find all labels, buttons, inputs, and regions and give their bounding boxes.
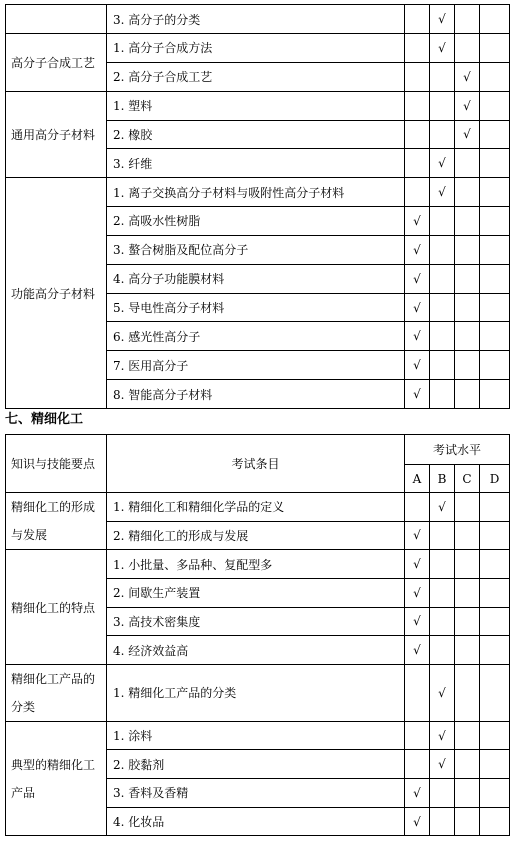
level-b-cell <box>430 380 455 409</box>
exam-item: 7. 医用高分子 <box>107 351 405 380</box>
level-d-cell <box>480 807 510 836</box>
level-b-cell: √ <box>430 149 455 178</box>
header-exam-level: 考试水平 <box>405 435 510 465</box>
level-d-cell <box>480 264 510 293</box>
level-d-cell <box>480 578 510 607</box>
exam-item: 8. 智能高分子材料 <box>107 380 405 409</box>
level-c-cell <box>455 351 480 380</box>
level-d-cell <box>480 664 510 721</box>
level-b-cell <box>430 293 455 322</box>
level-c-cell <box>455 607 480 636</box>
header-row <box>6 435 510 465</box>
level-b-cell <box>430 91 455 120</box>
knowledge-point-cell <box>6 721 107 836</box>
exam-item: 3. 纤维 <box>107 149 405 178</box>
level-a-cell: √ <box>405 380 430 409</box>
level-a-cell <box>405 721 430 750</box>
table-row <box>6 91 510 120</box>
level-b-cell <box>430 351 455 380</box>
level-c-cell <box>455 521 480 550</box>
exam-item: 3. 螯合树脂及配位高分子 <box>107 235 405 264</box>
level-c-cell: √ <box>455 120 480 149</box>
header-level-d: D <box>480 465 510 493</box>
level-b-cell <box>430 264 455 293</box>
level-d-cell <box>480 351 510 380</box>
level-d-cell <box>480 91 510 120</box>
level-a-cell: √ <box>405 807 430 836</box>
level-c-cell <box>455 750 480 779</box>
level-a-cell: √ <box>405 351 430 380</box>
level-c-cell: √ <box>455 91 480 120</box>
level-c-cell <box>455 34 480 63</box>
header-level-a: A <box>405 465 430 493</box>
level-a-cell <box>405 750 430 779</box>
knowledge-table-fine-chemicals <box>5 434 510 836</box>
level-b-cell <box>430 779 455 808</box>
level-c-cell <box>455 721 480 750</box>
level-c-cell <box>455 636 480 665</box>
exam-item: 2. 橡胶 <box>107 120 405 149</box>
exam-item: 4. 化妆品 <box>107 807 405 836</box>
exam-item: 1. 精细化工产品的分类 <box>107 664 405 721</box>
level-b-cell <box>430 607 455 636</box>
exam-item: 1. 高分子合成方法 <box>107 34 405 63</box>
level-a-cell <box>405 120 430 149</box>
level-b-cell <box>430 521 455 550</box>
header-level-c: C <box>455 465 480 493</box>
level-c-cell <box>455 664 480 721</box>
level-a-cell: √ <box>405 578 430 607</box>
exam-item: 1. 精细化工和精细化学品的定义 <box>107 493 405 522</box>
level-a-cell: √ <box>405 293 430 322</box>
level-d-cell <box>480 293 510 322</box>
level-b-cell <box>430 207 455 236</box>
level-b-cell <box>430 62 455 91</box>
level-d-cell <box>480 322 510 351</box>
level-d-cell <box>480 62 510 91</box>
level-b-cell <box>430 235 455 264</box>
level-c-cell <box>455 550 480 579</box>
table-row <box>6 493 510 522</box>
level-a-cell: √ <box>405 264 430 293</box>
exam-item: 4. 高分子功能膜材料 <box>107 264 405 293</box>
level-b-cell <box>430 807 455 836</box>
exam-item: 2. 高分子合成工艺 <box>107 62 405 91</box>
exam-item: 5. 导电性高分子材料 <box>107 293 405 322</box>
knowledge-point-cell <box>6 5 107 34</box>
level-d-cell <box>480 607 510 636</box>
knowledge-table-polymer <box>5 4 510 409</box>
level-d-cell <box>480 235 510 264</box>
exam-item: 3. 香料及香精 <box>107 779 405 808</box>
level-a-cell: √ <box>405 550 430 579</box>
level-c-cell <box>455 207 480 236</box>
table-row <box>6 550 510 579</box>
level-d-cell <box>480 779 510 808</box>
exam-item: 1. 离子交换高分子材料与吸附性高分子材料 <box>107 178 405 207</box>
level-a-cell <box>405 34 430 63</box>
level-c-cell <box>455 178 480 207</box>
exam-item: 3. 高分子的分类 <box>107 5 405 34</box>
level-d-cell <box>480 750 510 779</box>
level-a-cell <box>405 178 430 207</box>
knowledge-point-cell: 精细化工的特点 <box>6 550 107 665</box>
table-row <box>6 721 510 750</box>
exam-item: 2. 精细化工的形成与发展 <box>107 521 405 550</box>
level-d-cell <box>480 149 510 178</box>
table-row <box>6 178 510 207</box>
level-a-cell: √ <box>405 322 430 351</box>
level-d-cell <box>480 493 510 522</box>
level-b-cell: √ <box>430 664 455 721</box>
header-exam-item: 考试条目 <box>107 435 405 493</box>
level-d-cell <box>480 34 510 63</box>
level-c-cell <box>455 779 480 808</box>
level-b-cell <box>430 636 455 665</box>
level-d-cell <box>480 120 510 149</box>
level-a-cell <box>405 62 430 91</box>
knowledge-point-cell: 功能高分子材料 <box>6 178 107 409</box>
knowledge-point-label: 典型的精细化工产品 <box>11 757 96 800</box>
header-level-b: B <box>430 465 455 493</box>
level-b-cell: √ <box>430 5 455 34</box>
level-d-cell <box>480 636 510 665</box>
table-row <box>6 34 510 63</box>
level-b-cell <box>430 120 455 149</box>
level-c-cell <box>455 5 480 34</box>
level-c-cell <box>455 322 480 351</box>
level-c-cell <box>455 293 480 322</box>
level-a-cell: √ <box>405 779 430 808</box>
exam-item: 6. 感光性高分子 <box>107 322 405 351</box>
level-a-cell <box>405 5 430 34</box>
level-c-cell <box>455 235 480 264</box>
level-c-cell <box>455 578 480 607</box>
level-d-cell <box>480 5 510 34</box>
level-b-cell: √ <box>430 721 455 750</box>
knowledge-point-label: 精细化工产品的分类 <box>11 671 96 714</box>
level-b-cell <box>430 550 455 579</box>
level-c-cell <box>455 807 480 836</box>
knowledge-point-cell <box>6 493 107 550</box>
level-c-cell <box>455 493 480 522</box>
level-b-cell: √ <box>430 178 455 207</box>
exam-item: 1. 塑料 <box>107 91 405 120</box>
section-heading: 七、精细化工 <box>5 412 84 427</box>
level-d-cell <box>480 550 510 579</box>
level-c-cell: √ <box>455 62 480 91</box>
level-a-cell <box>405 149 430 178</box>
level-a-cell: √ <box>405 207 430 236</box>
level-a-cell: √ <box>405 521 430 550</box>
level-d-cell <box>480 207 510 236</box>
level-a-cell <box>405 493 430 522</box>
level-b-cell: √ <box>430 750 455 779</box>
level-a-cell: √ <box>405 636 430 665</box>
level-d-cell <box>480 721 510 750</box>
level-a-cell <box>405 91 430 120</box>
knowledge-point-cell <box>6 664 107 721</box>
level-b-cell: √ <box>430 34 455 63</box>
exam-item: 4. 经济效益高 <box>107 636 405 665</box>
level-c-cell <box>455 149 480 178</box>
exam-item: 1. 小批量、多品种、复配型多 <box>107 550 405 579</box>
level-d-cell <box>480 380 510 409</box>
header-knowledge-point-label: 知识与技能要点 <box>11 456 96 471</box>
level-b-cell <box>430 578 455 607</box>
exam-item: 1. 涂料 <box>107 721 405 750</box>
exam-item: 3. 高技术密集度 <box>107 607 405 636</box>
level-c-cell <box>455 264 480 293</box>
header-knowledge-point <box>6 435 107 493</box>
table-row <box>6 664 510 721</box>
knowledge-point-cell: 高分子合成工艺 <box>6 34 107 92</box>
exam-item: 2. 高吸水性树脂 <box>107 207 405 236</box>
level-a-cell: √ <box>405 235 430 264</box>
level-a-cell <box>405 664 430 721</box>
exam-item: 2. 间歇生产装置 <box>107 578 405 607</box>
level-d-cell <box>480 178 510 207</box>
level-a-cell: √ <box>405 607 430 636</box>
exam-item: 2. 胶黏剂 <box>107 750 405 779</box>
level-d-cell <box>480 521 510 550</box>
table-row <box>6 5 510 34</box>
level-b-cell <box>430 322 455 351</box>
level-c-cell <box>455 380 480 409</box>
level-b-cell: √ <box>430 493 455 522</box>
knowledge-point-label: 精细化工的形成与发展 <box>11 500 96 543</box>
knowledge-point-cell: 通用高分子材料 <box>6 91 107 178</box>
